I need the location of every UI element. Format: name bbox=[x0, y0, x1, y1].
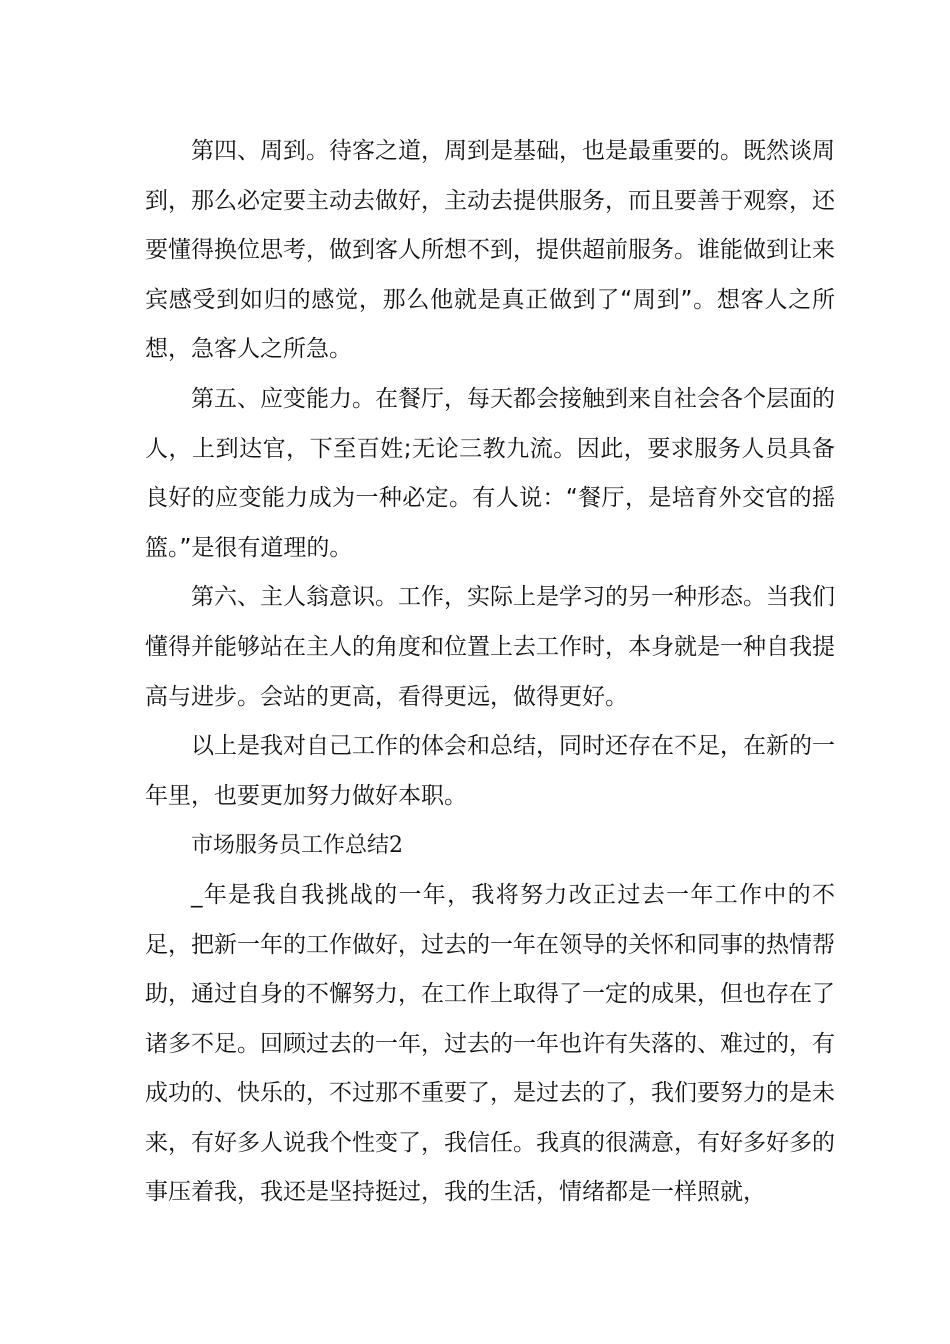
document-body bbox=[145, 127, 835, 1218]
paragraph-ownership: 第六、主人翁意识。工作，实际上是学习的另一种形态。当我们懂得并能够站在主人的角度和位置上去工作时，本身就是一种自我提高与进步。会站的更高，看得更远，做得更好。 bbox=[145, 584, 835, 710]
paragraph-year-review: _年是我自我挑战的一年，我将努力改正过去一年工作中的不足，把新一年的工作做好，过去的一年在领导的关怀和同事的热情帮助，通过自身的不懈努力，在工作上取得了一定的成果，但也存在了诸多不足。回顾过去的一年，过去的一年也许有失落的、难过的，有成功的、快乐的，不过那不重要了，是过去的了，我们要努力的是未来，有好多人说我个性变了，我信任。我真的很满意，有好多好多的事压着我，我还是坚持挺过，我的生活，情绪都是一样照就， bbox=[145, 881, 835, 1206]
paragraph-thoughtfulness: 第四、周到。待客之道，周到是基础，也是最重要的。既然谈周到，那么必定要主动去做好，主动去提供服务，而且要善于观察，还要懂得换位思考，做到客人所想不到，提供超前服务。谁能做到让来宾感受到如归的感觉，那么他就是真正做到了“周到”。想客人之所想，急客人之所急。 bbox=[145, 138, 835, 363]
section-heading: 市场服务员工作总结2 bbox=[191, 833, 403, 859]
paragraph-adaptability: 第五、应变能力。在餐厅，每天都会接触到来自社会各个层面的人，上到达官，下至百姓;无论三教九流。因此，要求服务人员具备良好的应变能力成为一种必定。有人说：“餐厅，是培育外交官的摇篮。”是很有道理的。 bbox=[145, 385, 835, 561]
paragraph-conclusion: 以上是我对自己工作的体会和总结，同时还存在不足，在新的一年里，也要更加努力做好本职。 bbox=[145, 733, 835, 809]
